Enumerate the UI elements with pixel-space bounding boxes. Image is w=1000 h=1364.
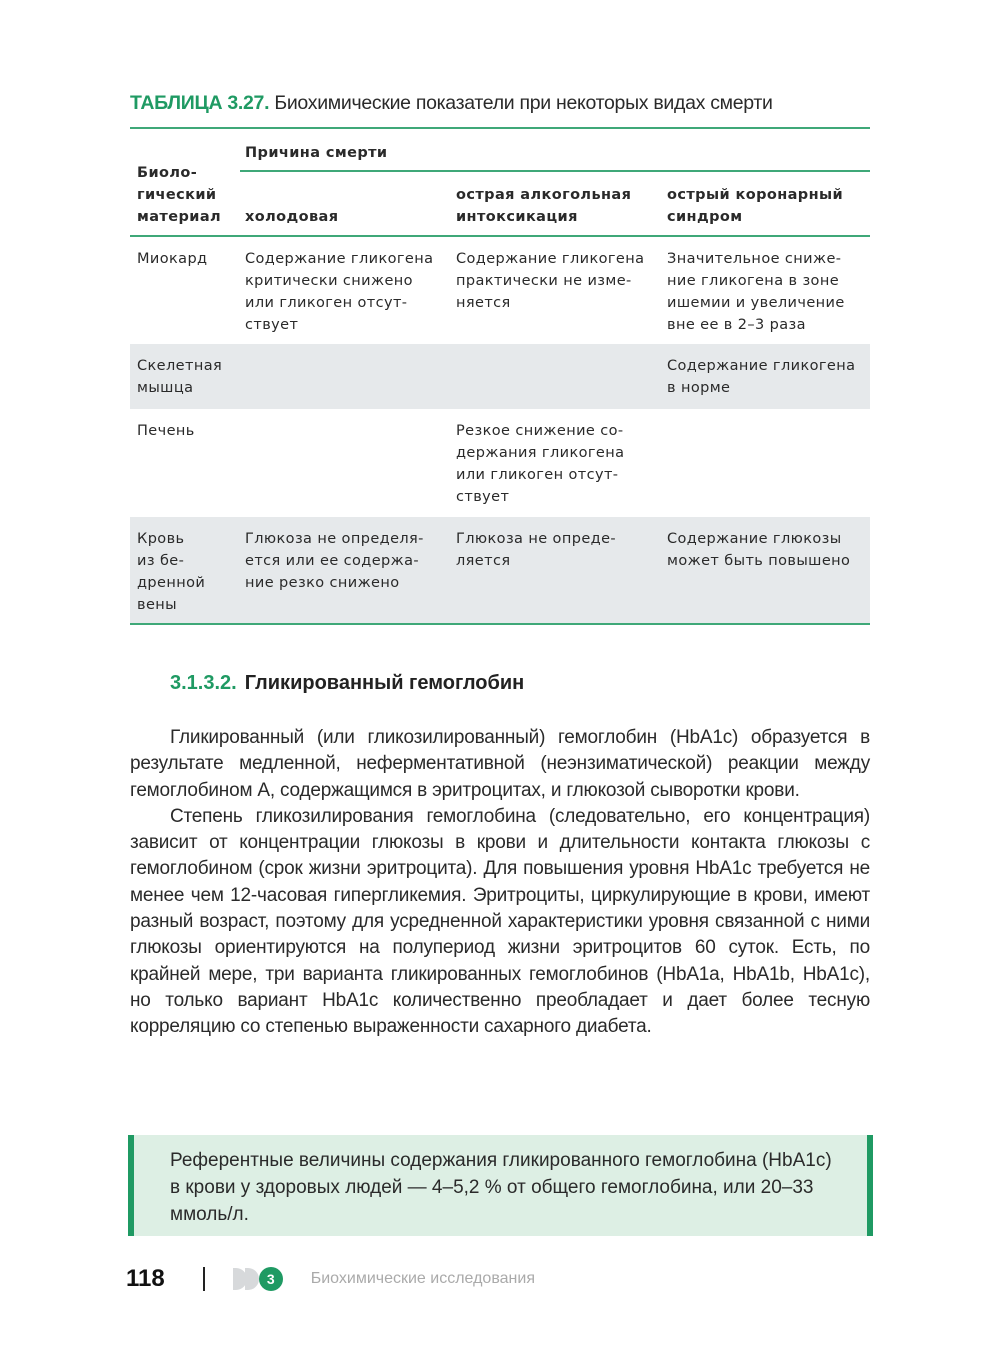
page-number: 118: [126, 1265, 165, 1292]
section-heading: [170, 672, 532, 695]
table-cell: Скелетная мышца: [137, 358, 223, 396]
header-cell: холодовая: [245, 209, 339, 225]
table-cell: Содержание гликогена в норме: [667, 358, 856, 396]
body-text: [130, 725, 870, 1041]
table: [130, 127, 870, 625]
table-label: ТАБЛИЦА 3.27.: [130, 92, 270, 114]
paragraph: Гликированный (или гликозилированный) гемоглобин (HbA1c) образуется в результате медленной, неферментативной (неэнзиматической) реакции между гемоглобином А, содержащимся в эритроцитах, и глюкозой сыворотки крови.: [130, 727, 870, 801]
table-cell: Глюкоза не опреде- ляется: [456, 531, 617, 569]
table-cell: Содержание глюкозы может быть повышено: [667, 531, 851, 569]
header-cell: острая алкогольная интоксикация: [456, 187, 632, 225]
table-row: [130, 237, 870, 344]
table-cell: Миокард: [137, 251, 208, 267]
chevron-icon: [245, 1268, 259, 1290]
header-cell: Биоло- гический материал: [137, 165, 222, 225]
table-cell: Содержание гликогена практически не изме- няется: [456, 251, 645, 311]
header-cell: острый коронарный синдром: [667, 187, 844, 225]
table-cell: Печень: [137, 423, 195, 439]
rule: [240, 170, 870, 172]
footer: [126, 1262, 535, 1296]
running-title: Биохимические исследования: [310, 1270, 535, 1287]
table-row: [130, 409, 870, 517]
rule: [130, 623, 870, 625]
section-number: 3.1.3.2.: [170, 672, 237, 694]
table-cell: Резкое снижение со- держания гликогена или гликоген отсут- ствует: [456, 423, 625, 505]
paragraph: Степень гликозилирования гемоглобина (следовательно, его концентрация) зависит от концентрации глюкозы в крови и длительности контакта глюкозы с гемоглобином (срок жизни эритроцита). Для повышения уровня HbA1c требуется не менее чем 12-часовая гипергликемия. Эритроциты, циркулирующие в крови, имеют разный возраст, поэтому для усредненной характеристики уровня связанной с ними глюкозы ориентируются на полупериод жизни эритроцитов 60 суток. Есть, по крайней мере, три варианта гликированных гемоглобинов (HbA1a, HbA1b, HbA1c), но только вариант HbA1c количественно преобладает и дает более тесную корреляцию со степенью выраженности сахарного диабета.: [130, 805, 870, 1038]
group-header: Причина смерти: [245, 145, 388, 161]
table-header: [130, 129, 870, 235]
callout-text: Референтные величины содержания гликированного гемоглобина (HbA1c) в крови у здоровых людей — 4–5,2 % от общего гемоглобина, или 20–33 ммоль/л.: [170, 1150, 832, 1225]
divider: [203, 1267, 205, 1291]
chapter-badge: 3: [259, 1267, 283, 1291]
table-cell: Глюкоза не определя- ется или ее содержа- ние резко снижено: [245, 531, 424, 591]
table-cell: Содержание гликогена критически снижено или гликоген отсут- ствует: [245, 251, 434, 333]
table-row: [130, 344, 870, 409]
callout-box: [128, 1135, 873, 1236]
table-cell: Значительное сниже- ние гликогена в зоне ишемии и увеличение вне ее в 2–3 раза: [667, 251, 845, 333]
table-title: Биохимические показатели при некоторых видах смерти: [274, 92, 773, 114]
table-cell: Кровь из бе- дренной вены: [137, 531, 206, 613]
section-title: Гликированный гемоглобин: [244, 672, 525, 694]
table-caption: [130, 92, 773, 115]
table-row: [130, 517, 870, 623]
